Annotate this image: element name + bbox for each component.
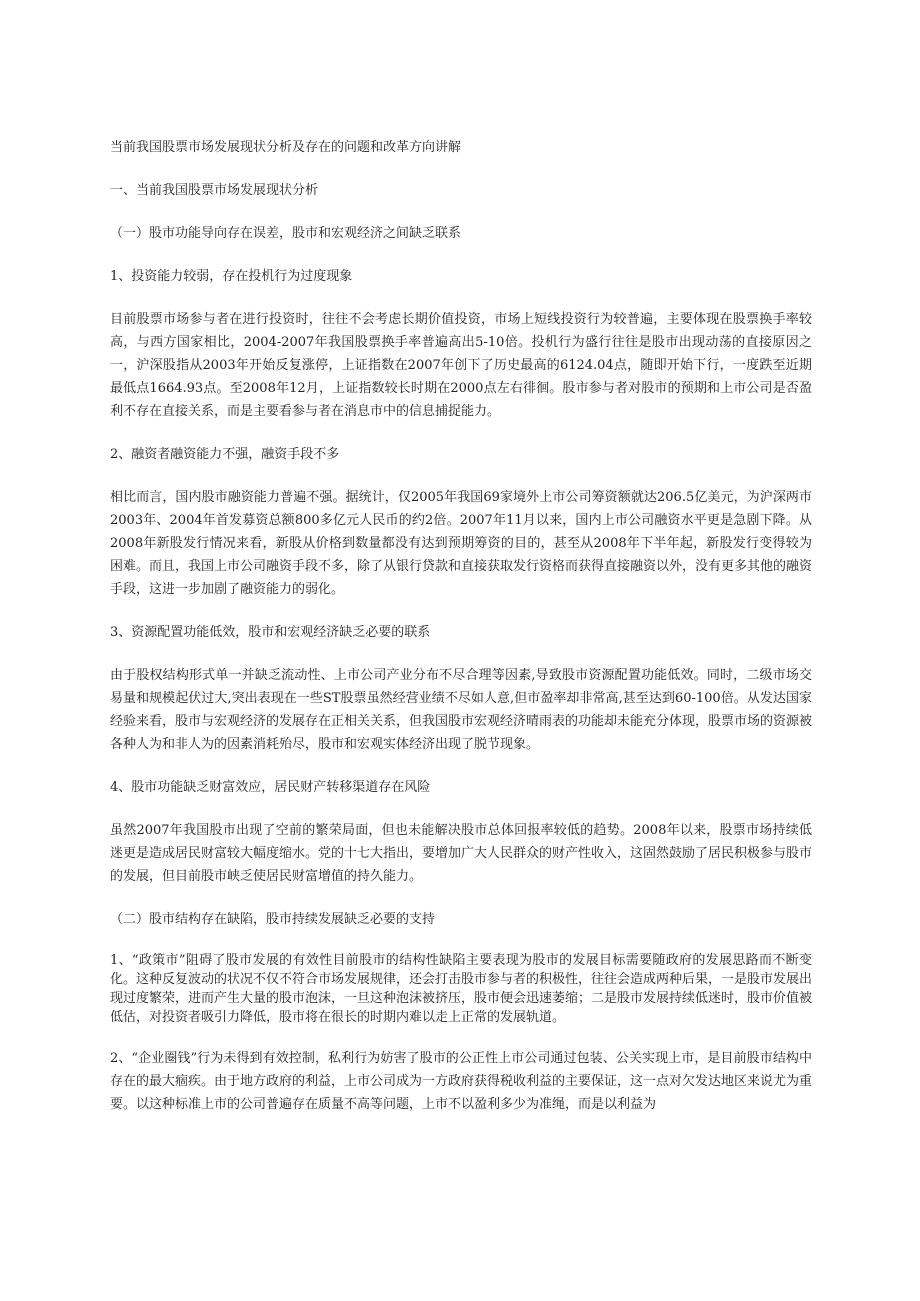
paragraph-3: 由于股权结构形式单一并缺乏流动性、上市公司产业分布不尽合理等因素,导致股市资源配置功能低效。同时，二级市场交易量和规模起伏过大,突出表现在一些ST股票虽然经营业绩不尽如人意,但市盈率却非常高,甚至达到60-100倍。从发达国家经验来看，股市与宏观经济的发展存在正相关关系，但我国股市宏观经济晴雨表的功能却未能充分体现，股票市场的资源被各种人为和非人为的因素消耗殆尽，股市和宏观实体经济出现了脱节现象。 xyxy=(110,668,813,752)
subsection-heading-2: （二）股市结构存在缺陷，股市持续发展缺乏必要的支持 xyxy=(110,912,436,927)
paragraph-1: 目前股票市场参与者在进行投资时，往往不会考虑长期价值投资，市场上短线投资行为较普遍，主要体现在股票换手率较高，与西方国家相比，2004-2007年我国股票换手率普遍高出5-10倍。投机行为盛行往往是股市出现动荡的直接原因之一，沪深股指从2003年开始反复涨停，上证指数在2007年创下了历史最高的6124.04点，随即开始下行，一度跌至近期最低点1664.93点。至2008年12月，上证指数较长时期在2000点左右徘徊。股市参与者对股市的预期和上市公司是否盈利不存在直接关系，而是主要看参与者在消息市中的信息捕捉能力。 xyxy=(110,312,812,419)
paragraph-6: 2、“企业圈钱”行为未得到有效控制，私利行为妨害了股市的公正性上市公司通过包装、公关实现上市，是目前股市结构中存在的最大痼疾。由于地方政府的利益，上市公司成为一方政府获得税收利益的主要保证，这一点对欠发达地区来说尤为重要。以这种标准上市的公司普遍存在质量不高等问题，上市不以盈利多少为准绳，而是以利益为 xyxy=(110,1051,813,1112)
paragraph-2: 相比而言，国内股市融资能力普遍不强。据统计，仅2005年我国69家境外上市公司筹资额就达206.5亿美元，为沪深两市2003年、2004年首发募资总额800多亿元人民币的约2倍。2007年11月以来，国内上市公司融资水平更是急剧下降。从2008年新股发行情况来看，新股从价格到数量都没有达到预期筹资的目的，甚至从2008年下半年起，新股发行变得较为困难。而且，我国上市公司融资手段不多，除了从银行贷款和直接获取发行资格而获得直接融资以外，没有更多其他的融资手段，这进一步加剧了融资能力的弱化。 xyxy=(110,490,813,597)
section-heading-1: 一、当前我国股票市场发展现状分析 xyxy=(110,183,319,198)
document-title: 当前我国股票市场发展现状分析及存在的问题和改革方向讲解 xyxy=(110,140,462,155)
item-heading-4: 4、股市功能缺乏财富效应，居民财产转移渠道存在风险 xyxy=(110,780,431,795)
item-heading-2: 2、融资者融资能力不强，融资手段不多 xyxy=(110,447,340,462)
document-body xyxy=(110,136,812,1116)
item-heading-3: 3、资源配置功能低效，股市和宏观经济缺乏必要的联系 xyxy=(110,625,431,640)
subsection-heading-1: （一）股市功能导向存在误差，股市和宏观经济之间缺乏联系 xyxy=(110,226,462,241)
item-heading-1: 1、投资能力较弱，存在投机行为过度现象 xyxy=(110,269,353,284)
paragraph-5: 1、“政策市”阻碍了股市发展的有效性目前股市的结构性缺陷主要表现为股市的发展目标需要随政府的发展思路而不断变化。这种反复波动的状况不仅不符合市场发展规律，还会打击股市参与者的积极性，往往会造成两种后果，一是股市发展出现过度繁荣，进而产生大量的股市泡沫，一旦这种泡沫被挤压，股市便会迅速萎缩；二是股市发展持续低迷时，股市价值被低估，对投资者吸引力降低，股市将在很长的时期内难以走上正常的发展轨道。 xyxy=(110,953,813,1025)
paragraph-4: 虽然2007年我国股市出现了空前的繁荣局面，但也未能解决股市总体回报率较低的趋势。2008年以来，股票市场持续低迷更是造成居民财富较大幅度缩水。党的十七大指出，要增加广大人民群众的财产性收入，这固然鼓励了居民积极参与股市的发展，但目前股市峡乏使居民财富增值的持久能力。 xyxy=(110,823,813,884)
